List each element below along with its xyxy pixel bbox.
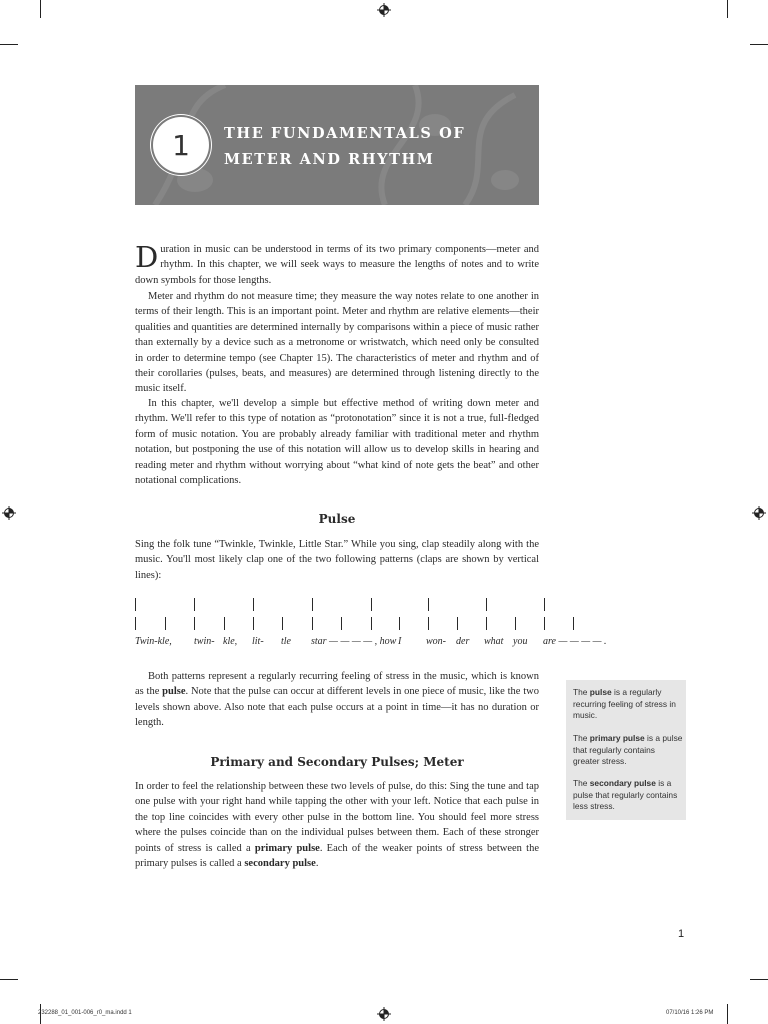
lyric-syllable: star — — — — , how — [311, 636, 397, 647]
bottom-pulse-bar — [544, 617, 545, 630]
intro-paragraph-1-text: uration in music can be understood in terms of its two primary components—meter and rhythm. In this chapter, we will seek ways to measure the lengths of notes and to write down symbols for those lengths. — [135, 244, 539, 286]
chapter-title — [224, 121, 524, 173]
top-pulse-bar — [486, 598, 487, 611]
top-pulse-bar — [194, 598, 195, 611]
lyric-syllable: tle — [281, 636, 291, 647]
bottom-pulse-bar — [371, 617, 372, 630]
crop-mark — [750, 44, 768, 45]
intro-paragraph-3: In this chapter, we'll develop a simple but effective method of writing down meter and rhythm. We'll refer to this type of notation as “protonotation” since it is not a true, full-fledged form of music notation. You are probably already familiar with traditional meter and rhythm notation, but postponing the use of this notation will allow us to develop skills in hearing and reading meter and rhythm without worrying about “what kind of note gets the beat” and other notational complications. — [135, 398, 539, 487]
lyric-syllable: I — [398, 636, 402, 647]
lyric-syllable: you — [513, 636, 528, 647]
top-pulse-bar — [544, 598, 545, 611]
bottom-pulse-bar — [515, 617, 516, 630]
crop-mark — [727, 0, 728, 18]
bottom-pulse-bar — [399, 617, 400, 630]
term-pulse: pulse — [162, 686, 186, 698]
bottom-pulse-bar — [428, 617, 429, 630]
definition-secondary-text: is a pulse that regularly contains less stress. — [573, 778, 678, 812]
definition-pulse-text: is a regularly recurring feeling of stress in music. — [573, 687, 676, 721]
lyric-syllable: are — — — — . — [543, 636, 607, 647]
top-pulse-bar — [371, 598, 372, 611]
slug-filename: 232288_01_001-006_r0_ma.indd 1 — [38, 1010, 132, 1016]
lyric-syllable: der — [456, 636, 470, 647]
page-number: 1 — [678, 928, 685, 940]
top-pulse-bar — [253, 598, 254, 611]
bottom-pulse-bar — [253, 617, 254, 630]
primary-paragraph-text-b: . Each of the weaker points of stress between the primary pulses is called a — [135, 842, 539, 870]
primary-paragraph-text-a: In order to feel the relationship between these two levels of pulse, do this: Sing the tune and tap one pulse with your right hand while tapping the other with your left. Notice that each pulse in the top line coincides with every other pulse in the bottom line. You should feel more stress where the pulses coincide than on the individual pulses between them. Each of these stronger points of stress is called a — [135, 781, 539, 854]
definition-pulse — [573, 687, 683, 722]
term-primary-pulse: primary pulse — [254, 842, 320, 854]
bottom-pulse-bar — [486, 617, 487, 630]
bottom-pulse-bar — [165, 617, 166, 630]
pulse-paragraph-2-text-b: . Note that the pulse can occur at different levels in one piece of music, like the two levels shown above. Also note that each pulse occurs at a point in time—it has no duration or length. — [135, 686, 539, 729]
lyric-syllable: lit- — [252, 636, 264, 647]
definition-secondary-pre: The — [573, 778, 590, 788]
lyric-syllable: won- — [426, 636, 446, 647]
term-secondary-pulse: secondary pulse — [244, 858, 316, 870]
top-pulse-bar — [135, 598, 136, 611]
bottom-pulse-bar — [457, 617, 458, 630]
registration-mark-icon — [377, 3, 391, 17]
bottom-pulse-bar — [341, 617, 342, 630]
crop-mark — [40, 0, 41, 18]
pulse-paragraph-2 — [135, 669, 539, 731]
definition-pulse-term: pulse — [589, 687, 612, 697]
intro-paragraph-2: Meter and rhythm do not measure time; they measure the way notes relate to one another in terms of their length. This is an important point. Meter and rhythm are relative elements—their qualities and quantities are determined internally by comparisons within a piece of music rather than externally by a device such as a metronome or wristwatch, which need only be consulted in order to determine tempo (see Chapter 15). The characteristics of meter and rhythm and of their corollaries (pulses, beats, and measures) are determined through listening directly to the music itself. — [135, 291, 539, 395]
definition-primary-pulse — [573, 733, 683, 768]
chapter-number-badge — [153, 117, 209, 173]
registration-mark-icon — [2, 506, 16, 520]
chapter-title-line-1: THE FUNDAMENTALS OF — [224, 125, 466, 142]
drop-cap: D — [135, 240, 159, 274]
bottom-pulse-bar — [573, 617, 574, 630]
top-pulse-bar — [312, 598, 313, 611]
primary-secondary-paragraph — [135, 779, 539, 871]
definition-pulse-pre: The — [573, 687, 590, 697]
slug-timestamp: 07/10/16 1:26 PM — [666, 1010, 714, 1016]
bottom-pulse-bar — [194, 617, 195, 630]
registration-mark-icon — [752, 506, 766, 520]
definition-secondary-term: secondary pulse — [589, 778, 656, 788]
crop-mark — [0, 979, 18, 980]
registration-mark-icon — [377, 1007, 391, 1021]
bottom-pulse-bar — [282, 617, 283, 630]
top-pulse-bar — [428, 598, 429, 611]
crop-mark — [0, 44, 18, 45]
definition-primary-pre: The — [573, 733, 590, 743]
definition-secondary-pulse — [573, 778, 683, 813]
lyric-syllable: kle, — [223, 636, 238, 647]
chapter-number: 1 — [172, 128, 190, 162]
pulse-paragraph-2-text-a: Both patterns represent a regularly recurring feeling of stress in the music, which is known as the — [135, 671, 539, 698]
chapter-title-line-2: METER AND RHYTHM — [224, 151, 435, 168]
lyric-syllable: twin- — [194, 636, 215, 647]
bottom-pulse-bar — [312, 617, 313, 630]
section-heading-pulse: Pulse — [318, 512, 356, 526]
primary-paragraph-text-c: . — [315, 858, 319, 870]
definition-primary-term: primary pulse — [589, 733, 645, 743]
section-heading-primary-secondary: Primary and Secondary Pulses; Meter — [210, 755, 464, 769]
bottom-pulse-bar — [135, 617, 136, 630]
protonotation-example — [130, 596, 610, 652]
intro-paragraph-1 — [135, 242, 539, 288]
lyric-syllable: what — [484, 636, 504, 647]
bottom-pulse-bar — [224, 617, 225, 630]
crop-mark — [727, 1004, 728, 1024]
pulse-paragraph-1: Sing the folk tune “Twinkle, Twinkle, Little Star.” While you sing, clap steadily along with the music. You'll most likely clap one of the two following patterns (claps are shown by vertical lines): — [135, 539, 539, 581]
lyric-syllable: Twin-kle, — [135, 636, 172, 647]
crop-mark — [750, 979, 768, 980]
definition-primary-text: is a pulse that regularly contains greater stress. — [573, 733, 683, 767]
